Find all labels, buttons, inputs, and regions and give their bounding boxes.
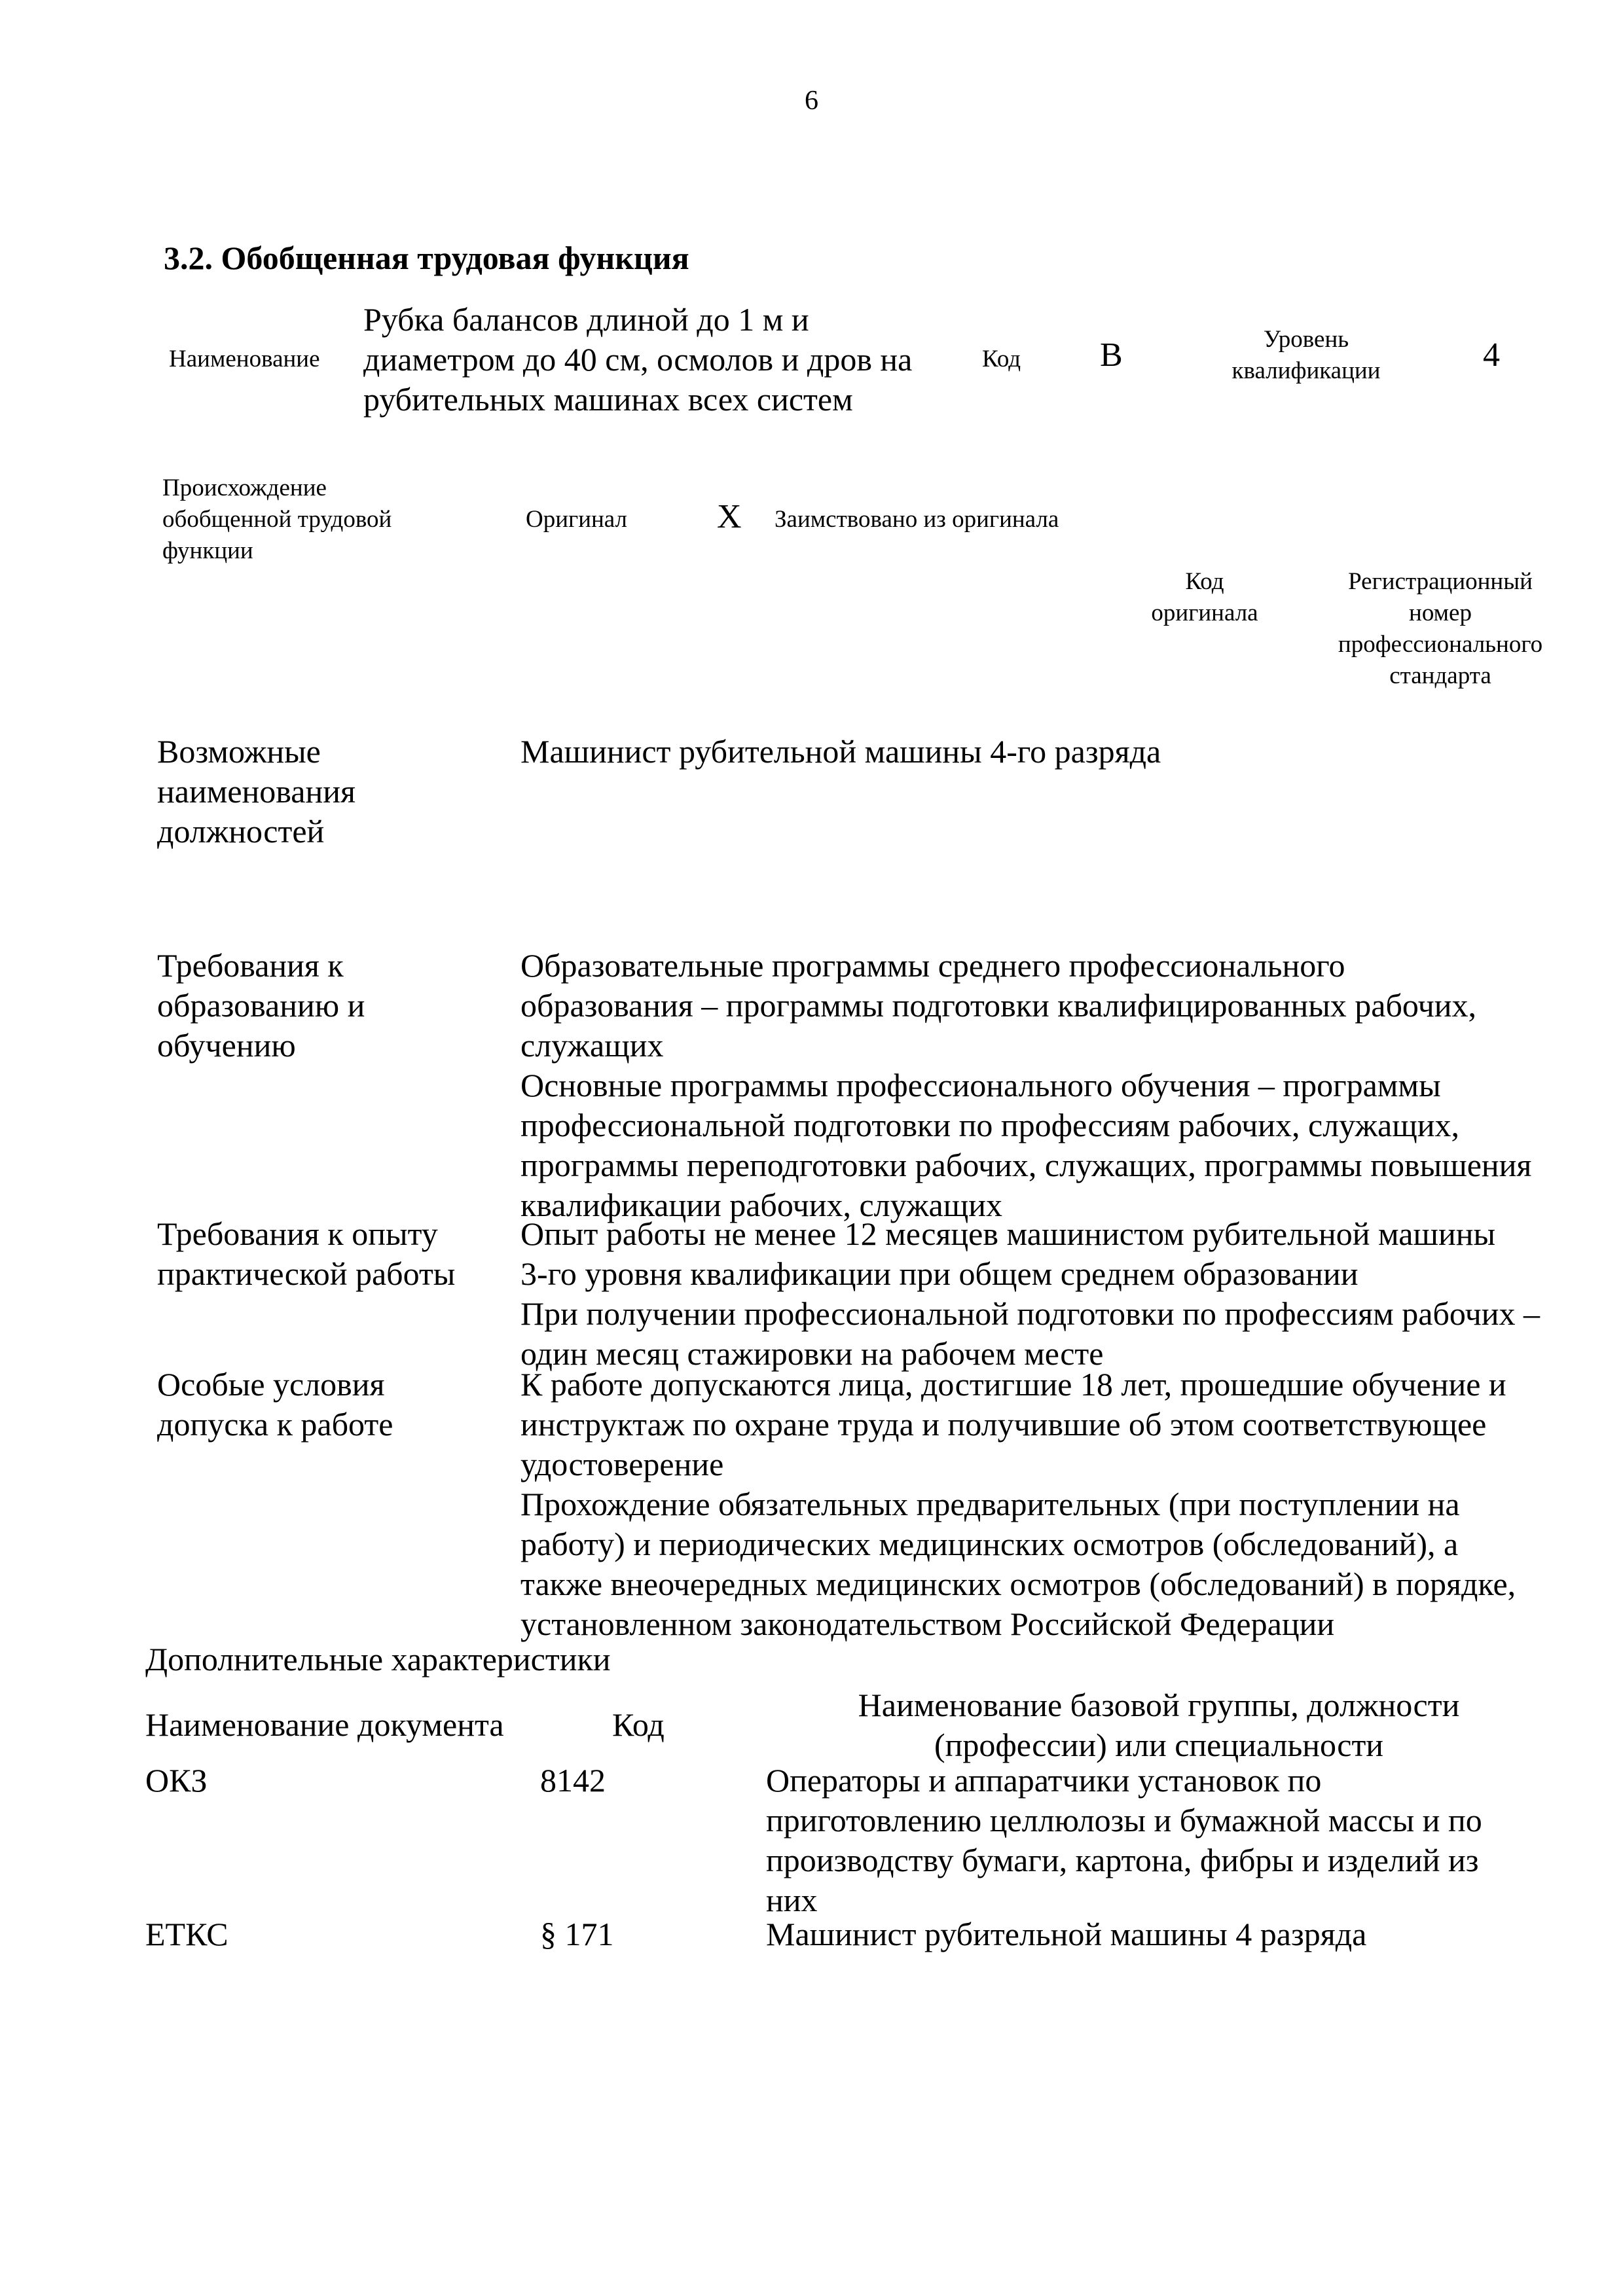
table-row-code: 8142 xyxy=(540,1762,606,1799)
experience-label-line: практической работы xyxy=(157,1255,456,1292)
table-row-group-line: них xyxy=(766,1882,818,1918)
education-value-line: профессиональной подготовки по профессиям рабочих, служащих, xyxy=(520,1107,1459,1143)
admission-conditions-value xyxy=(520,1365,1516,1644)
borrowed-label: Заимствовано из оригинала xyxy=(775,506,1059,533)
table-row-doc: ЕТКС xyxy=(145,1916,228,1952)
origin-label-line: Происхождение xyxy=(162,475,327,501)
education-value-line: квалификации рабочих, служащих xyxy=(520,1187,1002,1223)
education-value-line: служащих xyxy=(520,1027,664,1064)
admission-conditions-value-line: также внеочередных медицинских осмотров (обследований) в порядке, xyxy=(520,1566,1516,1602)
origin-label xyxy=(162,473,392,567)
table-row-group-line: производству бумаги, картона, фибры и изделий из xyxy=(766,1842,1479,1878)
table-row-group-line: приготовлению целлюлозы и бумажной массы и по xyxy=(766,1802,1482,1839)
function-name-line: рубительных машинах всех систем xyxy=(363,381,853,418)
column-header-document: Наименование документа xyxy=(145,1706,504,1743)
education-value-line: Образовательные программы среднего профессионального xyxy=(520,947,1345,984)
experience-value-line: Опыт работы не менее 12 месяцев машинистом рубительной машины xyxy=(520,1215,1496,1252)
experience-value-line: При получении профессиональной подготовки по профессиям рабочих – xyxy=(520,1295,1541,1332)
education-value xyxy=(520,946,1531,1225)
education-label-line: обучению xyxy=(157,1027,296,1064)
original-code-label-line: Код xyxy=(1185,568,1224,595)
admission-conditions-label xyxy=(157,1365,393,1444)
function-name-line: Рубка балансов длиной до 1 м и xyxy=(363,301,809,338)
experience-value-line: 3-го уровня квалификации при общем среднем образовании xyxy=(520,1255,1359,1292)
table-row-group-line: Операторы и аппаратчики установок по xyxy=(766,1762,1322,1799)
registration-number-label-line: профессионального xyxy=(1338,631,1543,658)
experience-value xyxy=(520,1214,1540,1374)
education-value-line: Основные программы профессионального обучения – программы xyxy=(520,1067,1441,1103)
original-code-label-line: оригинала xyxy=(1151,600,1258,627)
column-header-group xyxy=(766,1685,1552,1765)
column-header-group-line: (профессии) или специальности xyxy=(934,1727,1384,1763)
admission-conditions-value-line: установленном законодательством Российской Федерации xyxy=(520,1605,1335,1642)
function-name-line: диаметром до 40 см, осмолов и дров на xyxy=(363,341,913,378)
name-label: Наименование xyxy=(169,346,320,372)
qualification-level-label-line: квалификации xyxy=(1231,357,1381,385)
job-titles-label-line: должностей xyxy=(157,813,325,850)
page-number: 6 xyxy=(805,86,818,116)
code-label: Код xyxy=(982,346,1021,372)
experience-label xyxy=(157,1214,455,1294)
registration-number-label xyxy=(1309,566,1571,692)
additional-characteristics-title: Дополнительные характеристики xyxy=(145,1641,611,1677)
origin-label-line: обобщенной трудовой xyxy=(162,506,392,533)
original-code-label xyxy=(1126,566,1283,629)
admission-conditions-value-line: Прохождение обязательных предварительных (при поступлении на xyxy=(520,1486,1460,1522)
table-row-code: § 171 xyxy=(540,1916,614,1952)
admission-conditions-value-line: инструктаж по охране труда и получившие об этом соответствующее xyxy=(520,1406,1487,1443)
function-name xyxy=(363,300,912,420)
job-titles-label xyxy=(157,732,356,852)
column-header-group-line: Наименование базовой группы, должности xyxy=(858,1687,1460,1723)
education-value-line: программы переподготовки рабочих, служащих, программы повышения xyxy=(520,1147,1532,1183)
original-mark: X xyxy=(717,498,742,535)
origin-label-line: функции xyxy=(162,537,253,565)
table-row-group xyxy=(766,1914,1366,1954)
registration-number-label-line: номер xyxy=(1409,600,1472,627)
registration-number-label-line: стандарта xyxy=(1389,662,1491,690)
experience-value-line: один месяц стажировки на рабочем месте xyxy=(520,1335,1104,1372)
education-label-line: Требования к xyxy=(157,947,344,984)
qualification-level-label xyxy=(1211,324,1401,387)
registration-number-label-line: Регистрационный xyxy=(1348,568,1533,595)
original-label: Оригинал xyxy=(526,506,628,533)
job-titles-label-line: наименования xyxy=(157,773,356,810)
table-row-doc: ОКЗ xyxy=(145,1762,208,1799)
education-label-line: образованию и xyxy=(157,987,365,1024)
experience-label-line: Требования к опыту xyxy=(157,1215,438,1252)
admission-conditions-value-line: удостоверение xyxy=(520,1446,724,1482)
code-value: B xyxy=(1100,336,1123,374)
education-value-line: образования – программы подготовки квалифицированных рабочих, xyxy=(520,987,1477,1024)
admission-conditions-label-line: допуска к работе xyxy=(157,1406,393,1443)
qualification-level-value: 4 xyxy=(1483,336,1500,374)
job-titles-value xyxy=(520,732,1161,772)
admission-conditions-value-line: работу) и периодических медицинских осмотров (обследований), а xyxy=(520,1526,1459,1562)
education-label xyxy=(157,946,365,1066)
job-titles-value-line: Машинист рубительной машины 4-го разряда xyxy=(520,733,1161,770)
section-title: 3.2. Обобщенная трудовая функция xyxy=(164,240,689,276)
column-header-code: Код xyxy=(612,1706,665,1743)
table-row-group xyxy=(766,1761,1482,1920)
admission-conditions-value-line: К работе допускаются лица, достигшие 18 лет, прошедшие обучение и xyxy=(520,1366,1506,1403)
qualification-level-label-line: Уровень xyxy=(1263,326,1349,353)
table-row-group-line: Машинист рубительной машины 4 разряда xyxy=(766,1916,1367,1952)
admission-conditions-label-line: Особые условия xyxy=(157,1366,385,1403)
job-titles-label-line: Возможные xyxy=(157,733,321,770)
